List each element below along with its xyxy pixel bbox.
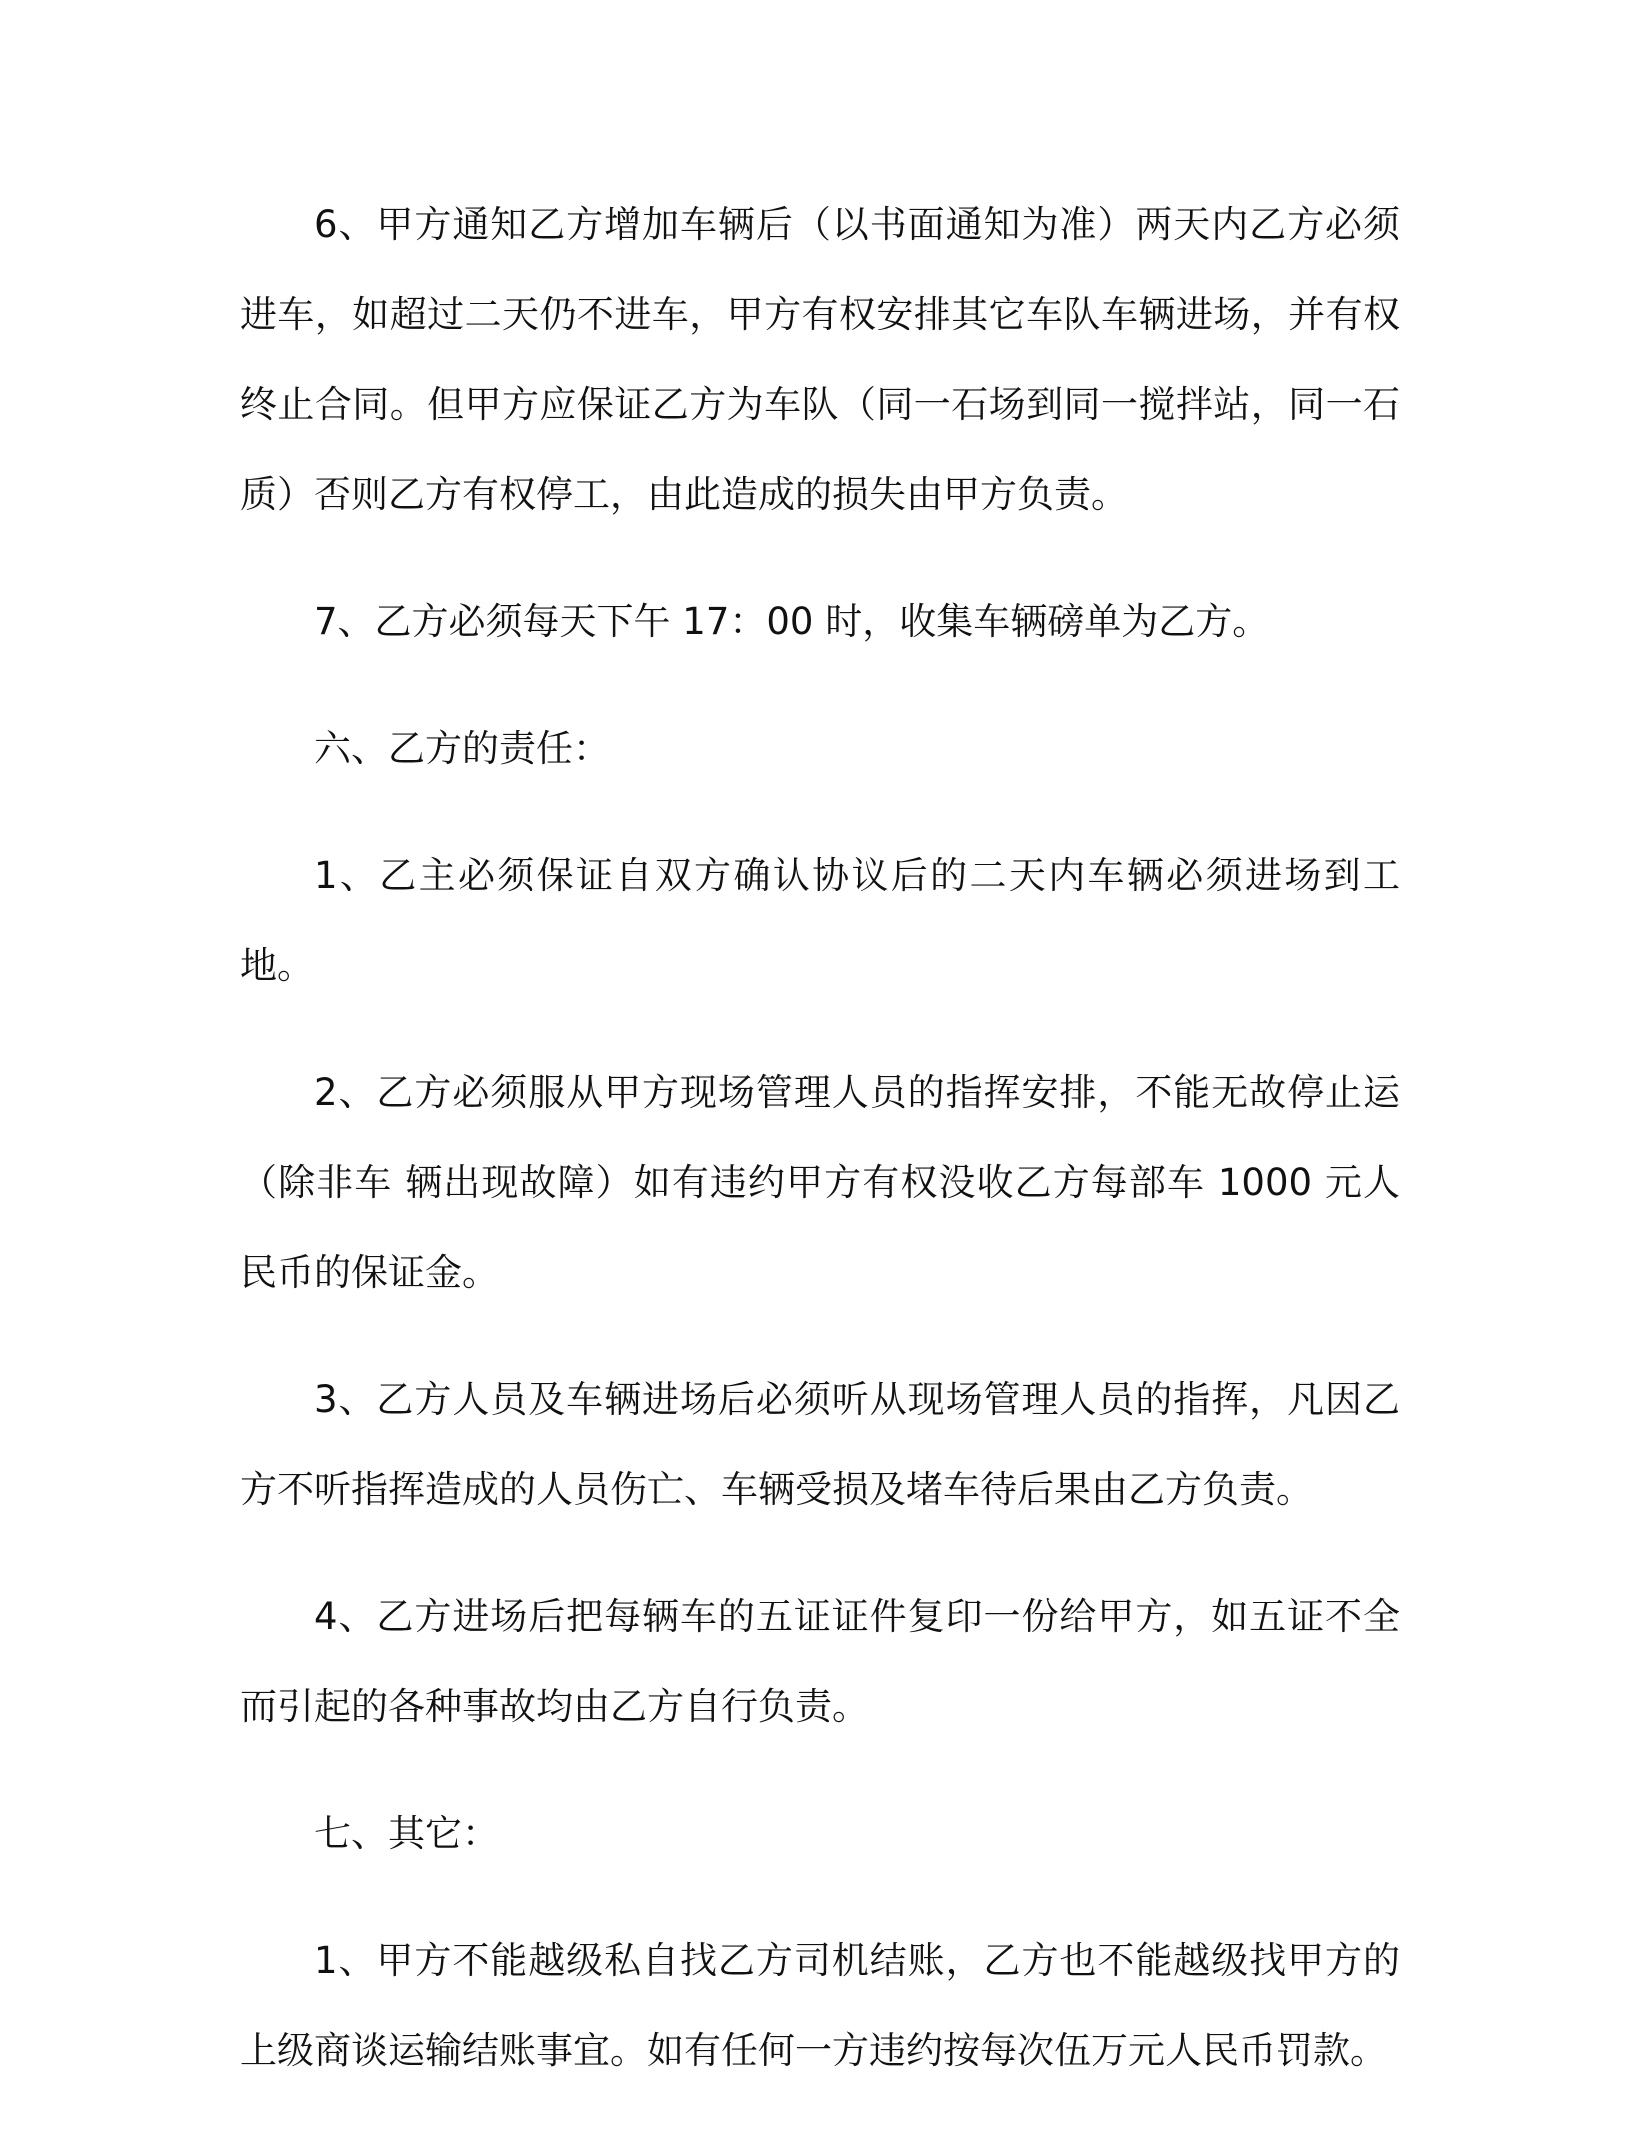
section-heading-6: 六、乙方的责任： [314,727,610,770]
clause-6-3: 3、乙方人员及车辆进场后必须听从现场管理人员的指挥，凡因乙方不听指挥造成的人员伤亡、车辆受损及堵车待后果由乙方负责。 [240,1378,1400,1511]
clause-6-1: 1、乙主必须保证自双方确认协议后的二天内车辆必须进场到工地。 [240,854,1400,987]
clause-7-1: 1、甲方不能越级私自找乙方司机结账，乙方也不能越级找甲方的上级商谈运输结账事宜。如有任何一方违约按每次伍万元人民币罚款。 [240,1939,1400,2072]
clause-5-6: 6、甲方通知乙方增加车辆后（以书面通知为准）两天内乙方必须进车，如超过二天仍不进车，甲方有权安排其它车队车辆进场，并有权终止合同。但甲方应保证乙方为车队（同一石场到同一搅拌站，同一石质）否则乙方有权停工，由此造成的损失由甲方负责。 [240,203,1400,516]
section-heading-7: 七、其它： [314,1812,499,1855]
clause-6-2: 2、乙方必须服从甲方现场管理人员的指挥安排，不能无故停止运（除非车 辆出现故障）如有违约甲方有权没收乙方每部车 1000 元人民币的保证金。 [240,1071,1400,1294]
clause-6-4: 4、乙方进场后把每辆车的五证证件复印一份给甲方，如五证不全而引起的各种事故均由乙方自行负责。 [240,1595,1400,1728]
document-body [240,180,1400,2133]
clause-5-7: 7、乙方必须每天下午 17：00 时，收集车辆磅单为乙方。 [314,600,1270,643]
